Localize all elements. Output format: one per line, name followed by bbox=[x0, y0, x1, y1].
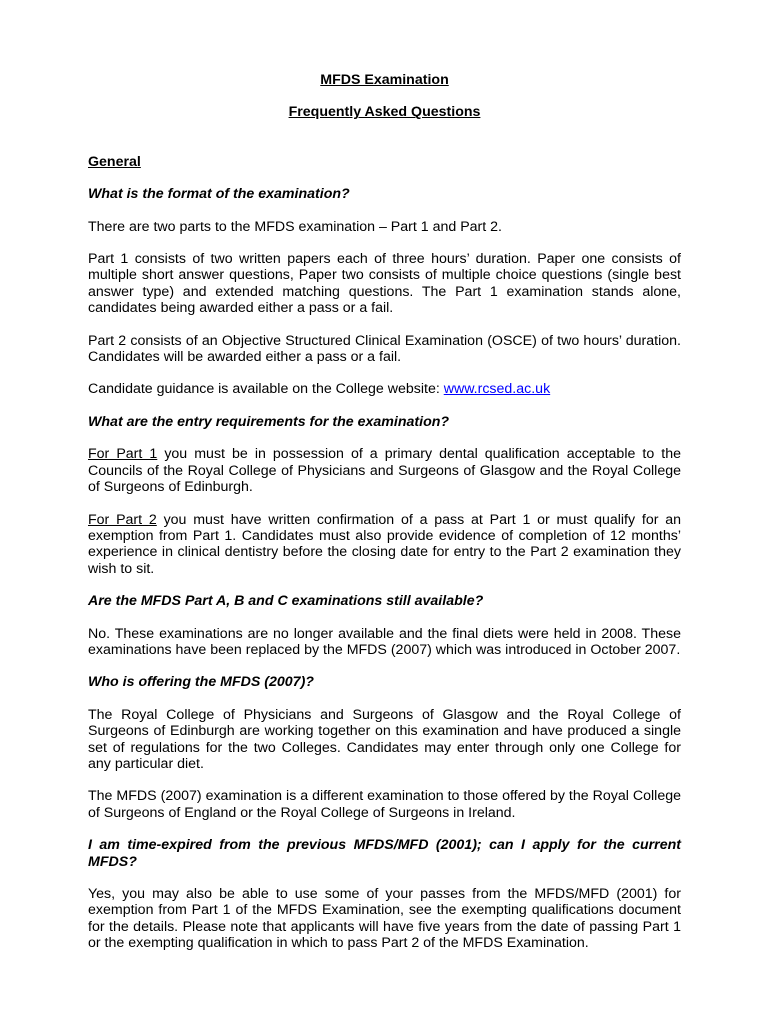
part1-label: For Part 1 bbox=[88, 446, 158, 463]
document-page bbox=[88, 70, 681, 952]
question-who-offers: Who is offering the MFDS (2007)? bbox=[88, 674, 314, 691]
guidance-text: Candidate guidance is available on the College website: bbox=[88, 381, 444, 398]
answer-old-exams: No. These examinations are no longer available and the final diets were held in 2008. These examinations have been replaced by the MFDS (2007) which was introduced in October 2007. bbox=[88, 625, 681, 658]
answer-time-expired: Yes, you may also be able to use some of your passes from the MFDS/MFD (2001) for exemption from Part 1 of the MFDS Examination, see the exempting qualifications document for the details. Please note that applicants will have five years from the date of passing Part 1 or the exempting qualification in which to pass Part 2 of the MFDS Examination. bbox=[88, 886, 681, 952]
answer-format-guidance bbox=[88, 381, 681, 397]
part1-text: you must be in possession of a primary dental qualification acceptable to the Councils of the Royal College of Physicians and Surgeons of Glasgow and the Royal College of Surgeons of Edinburgh. bbox=[88, 446, 681, 496]
question-time-expired: I am time-expired from the previous MFDS/MFD (2001); can I apply for the current MFDS? bbox=[88, 837, 681, 870]
question-entry-requirements: What are the entry requirements for the examination? bbox=[88, 413, 450, 430]
question-format: What is the format of the examination? bbox=[88, 186, 350, 203]
college-website-link[interactable]: www.rcsed.ac.uk bbox=[443, 381, 551, 398]
question-old-exams: Are the MFDS Part A, B and C examinations still available? bbox=[88, 593, 484, 610]
section-heading-general: General bbox=[88, 153, 141, 170]
part2-text: you must have written confirmation of a pass at Part 1 or must qualify for an exemption from Part 1. Candidates must also provide evidence of completion of 12 months’ experience in clinical dentistry before the closing date for entry to the Part 2 examination they wish to sit. bbox=[88, 511, 682, 577]
answer-format-intro: There are two parts to the MFDS examination – Part 1 and Part 2. bbox=[88, 218, 503, 235]
answer-entry-part2 bbox=[88, 512, 681, 578]
answer-entry-part1 bbox=[88, 446, 681, 495]
answer-who-offers-2: The MFDS (2007) examination is a different examination to those offered by the Royal College of Surgeons of England or the Royal College of Surgeons in Ireland. bbox=[88, 788, 681, 821]
part2-label: For Part 2 bbox=[88, 511, 157, 528]
document-title: MFDS Examination bbox=[320, 72, 449, 88]
answer-format-part2: Part 2 consists of an Objective Structured Clinical Examination (OSCE) of two hours’ duration. Candidates will be awarded either a pass or a fail. bbox=[88, 332, 681, 366]
answer-who-offers-1: The Royal College of Physicians and Surgeons of Glasgow and the Royal College of Surgeons of Edinburgh are working together on this examination and have produced a single set of regulations for the two Colleges. Candidates may enter through only one College for any particular diet. bbox=[88, 706, 681, 772]
document-subtitle: Frequently Asked Questions bbox=[288, 104, 481, 121]
answer-format-part1: Part 1 consists of two written papers each of three hours’ duration. Paper one consists of multiple short answer questions, Paper two consists of multiple choice questions (single best answer type) and extended matching questions. The Part 1 examination stands alone, candidates being awarded either a pass or a fail. bbox=[88, 251, 681, 317]
